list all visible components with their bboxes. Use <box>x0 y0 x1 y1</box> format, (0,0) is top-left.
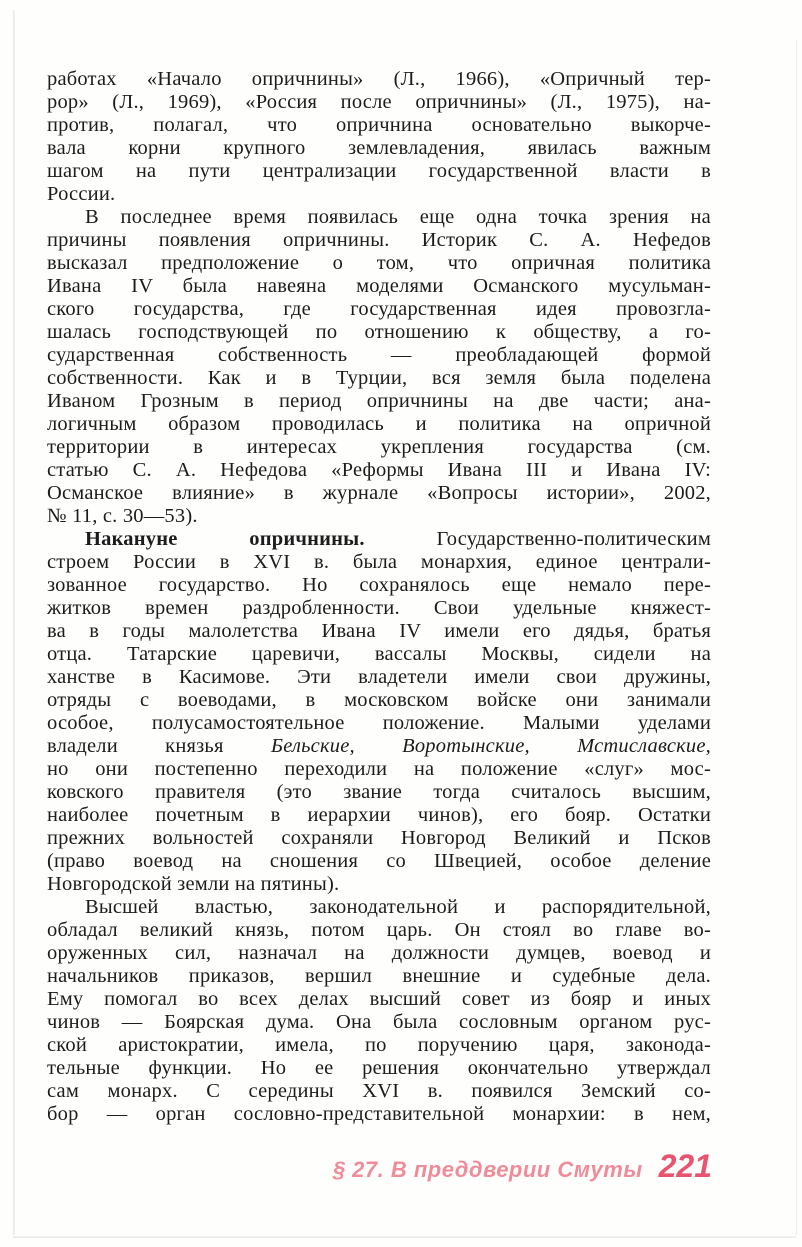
text-line <box>47 528 711 551</box>
text-line: (право воевод на сношения со Швецией, особое деление <box>47 850 711 872</box>
text-line: житков времен раздробленности. Свои удельные княжест- <box>47 597 711 619</box>
text-line: работах «Начало опричнины» (Л., 1966), «Опричный тер- <box>47 68 711 90</box>
text-line: Ивана IV была навеяна моделями Османского мусульман- <box>47 275 711 297</box>
text-segment: Государственно-политическим <box>364 528 711 550</box>
text-line: Османское влияние» в журнале «Вопросы истории», 2002, <box>47 482 711 504</box>
text-line: прежних вольностей сохраняли Новгород Великий и Псков <box>47 827 711 849</box>
section-title: § 27. В преддверии Смуты <box>332 1157 643 1182</box>
paragraph <box>47 68 711 206</box>
text-line: шалась господствующей по отношению к обществу, а го- <box>47 321 711 343</box>
text-line: ханстве в Касимове. Эти владетели имели свои дружины, <box>47 666 711 688</box>
page-edge-right <box>796 40 797 1235</box>
paragraph <box>47 896 711 1126</box>
text-line: но они постепенно переходили на положение «слуг» мос- <box>47 758 711 780</box>
bold-text: Накануне опричнины. <box>85 528 365 550</box>
text-line: высказал предположение о том, что опричная политика <box>47 252 711 274</box>
text-line: В последнее время появилась еще одна точка зрения на <box>85 206 711 228</box>
text-line: наиболее почетным в иерархии чинов), его бояр. Остатки <box>47 804 711 826</box>
page-edge-left <box>13 10 15 1235</box>
text-line: вала корни крупного землевладения, явилась важным <box>47 137 711 159</box>
text-line: сударственная собственность — преобладающей формой <box>47 344 711 366</box>
text-line: ской аристократии, имела, по поручению царя, законода- <box>47 1034 711 1056</box>
text-line: особое, полусамостоятельное положение. Малыми уделами <box>47 712 711 734</box>
text-line: статью С. А. Нефедова «Реформы Ивана III и Ивана IV: <box>47 459 711 481</box>
text-line: строем России в XVI в. была монархия, единое централи- <box>47 551 711 573</box>
text-line: России. <box>47 183 116 205</box>
page-footer <box>333 1148 712 1185</box>
text-line: отряды с воеводами, в московском войске они занимали <box>47 689 711 711</box>
body-text <box>47 68 711 1126</box>
text-line: оруженных сил, назначал на должности думцев, воевод и <box>47 942 711 964</box>
paragraph <box>47 206 711 528</box>
text-segment: владели князья <box>47 735 271 757</box>
text-line: обладал великий князь, потом царь. Он стоял во главе во- <box>47 919 711 941</box>
page-number: 221 <box>658 1148 712 1184</box>
text-line: ского государства, где государственная идея провозгла- <box>47 298 711 320</box>
text-line: Новгородской земли на пятины). <box>47 873 340 895</box>
text-line: тельные функции. Но ее решения окончательно утверждал <box>47 1057 711 1079</box>
text-line: рор» (Л., 1969), «Россия после опричнины» (Л., 1975), на- <box>47 91 711 113</box>
text-line: начальников приказов, вершил внешние и судебные дела. <box>47 965 711 987</box>
text-line <box>47 735 711 758</box>
text-line: причины появления опричнины. Историк С. А. Нефедов <box>47 229 711 251</box>
text-line: зованное государство. Но сохранялось еще немало пере- <box>47 574 711 596</box>
text-line: отца. Татарские царевичи, вассалы Москвы, сидели на <box>47 643 711 665</box>
text-line: Ему помогал во всех делах высший совет из бояр и иных <box>47 988 711 1010</box>
text-line: против, полагал, что опричнина основательно выкорче- <box>47 114 711 136</box>
text-line: логичным образом проводилась и политика на опричной <box>47 413 711 435</box>
text-line: Иваном Грозным в период опричнины на две части; ана- <box>47 390 711 412</box>
text-line: шагом на пути централизации государственной власти в <box>47 160 711 182</box>
text-line: № 11, с. 30—53). <box>47 505 198 527</box>
text-line: собственности. Как и в Турции, вся земля была поделена <box>47 367 711 389</box>
text-line: чинов — Боярская дума. Она была сословным органом рус- <box>47 1011 711 1033</box>
page-edge-bottom <box>13 1236 796 1238</box>
text-line: ва в годы малолетства Ивана IV имели его дядья, братья <box>47 620 711 642</box>
text-line: территории в интересах укрепления государства (см. <box>47 436 711 458</box>
text-line: ковского правителя (это звание тогда считалось высшим, <box>47 781 711 803</box>
italic-text: Бельские, Воротынские, Мстиславские, <box>270 735 711 757</box>
text-line: бор — орган сословно-представительной монархии: в нем, <box>47 1103 711 1125</box>
text-line: Высшей властью, законодательной и распорядительной, <box>85 896 711 918</box>
text-line: сам монарх. С середины XVI в. появился Земский со- <box>47 1080 711 1102</box>
paragraph <box>47 528 711 896</box>
